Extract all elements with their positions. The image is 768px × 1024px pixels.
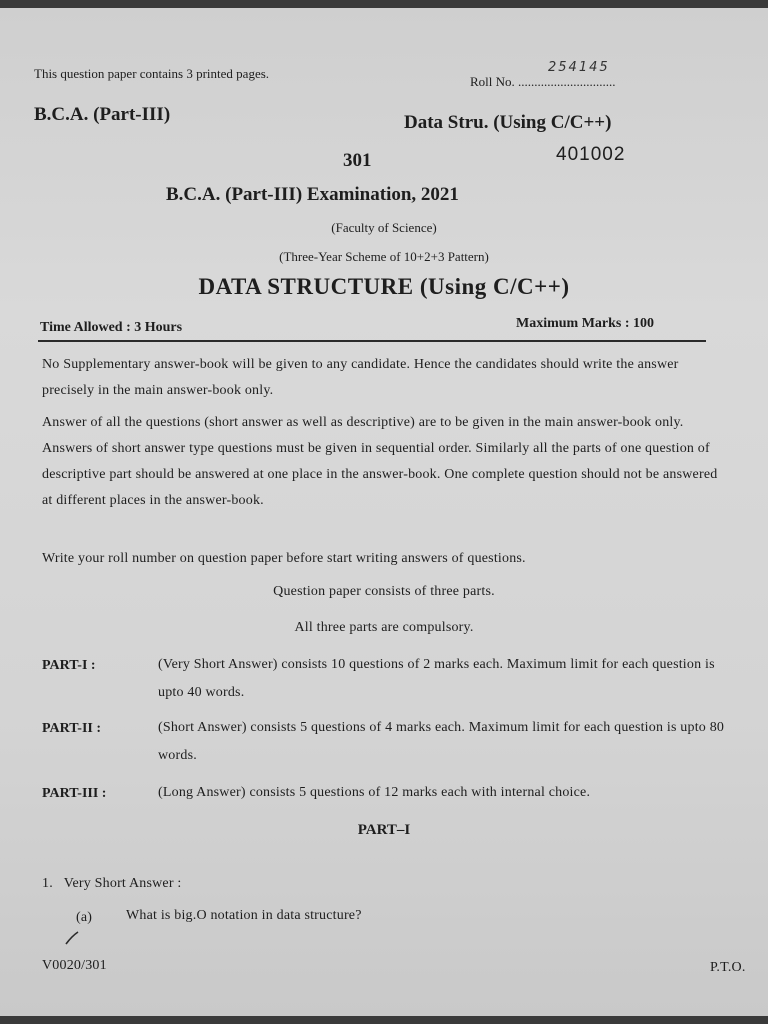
roll-handwritten: 254145 bbox=[548, 60, 610, 75]
course-left: B.C.A. (Part-III) bbox=[34, 104, 171, 125]
subject-right: Data Stru. (Using C/C++) bbox=[404, 112, 612, 133]
instruction-3: Write your roll number on question paper before start writing answers of questions. bbox=[42, 551, 526, 566]
part-3-text: (Long Answer) consists 5 questions of 12 marks each with internal choice. bbox=[158, 785, 591, 800]
instruction-2: Answer of all the questions (short answer as well as descriptive) are to be given in the main answer-book only. Answers of short answer type questions must be given in sequential order. Similarly all the parts of one question of descriptive part should be answered at one place in the answer-book. One complete question should not be answered at different places in the answer-book. bbox=[42, 415, 718, 508]
part-3-label: PART-III : bbox=[42, 786, 107, 801]
time-allowed: Time Allowed : 3 Hours bbox=[40, 320, 183, 335]
header-rule bbox=[38, 340, 706, 342]
part-2-label: PART-II : bbox=[42, 721, 102, 736]
part-1-label: PART-I : bbox=[42, 658, 96, 673]
main-title: DATA STRUCTURE (Using C/C++) bbox=[198, 274, 570, 299]
part-2-text: (Short Answer) consists 5 questions of 4 marks each. Maximum limit for each question is upto 80 words. bbox=[158, 720, 725, 763]
footer-pto: P.T.O. bbox=[710, 960, 746, 975]
question-1: 1. Very Short Answer : bbox=[42, 876, 182, 891]
question-1a-text: What is big.O notation in data structure? bbox=[126, 908, 362, 923]
instruction-1: No Supplementary answer-book will be given to any candidate. Hence the candidates should write the answer precisely in the main answer-book only. bbox=[42, 357, 679, 398]
part-1-text: (Very Short Answer) consists 10 questions of 2 marks each. Maximum limit for each question is upto 40 words. bbox=[158, 657, 715, 700]
paper-code: 401002 bbox=[556, 144, 626, 165]
tick-mark-icon bbox=[62, 914, 102, 948]
footer-code: V0020/301 bbox=[42, 958, 107, 973]
max-marks: Maximum Marks : 100 bbox=[516, 316, 655, 331]
pages-note: This question paper contains 3 printed pages. bbox=[34, 66, 270, 81]
section-heading: PART–I bbox=[357, 822, 411, 838]
parts-count: Question paper consists of three parts. bbox=[273, 584, 495, 599]
roll-number-field bbox=[470, 74, 616, 90]
question-1a-label: (a) bbox=[76, 910, 93, 925]
compulsory-note: All three parts are compulsory. bbox=[294, 620, 474, 635]
question-paper bbox=[0, 8, 768, 1016]
roll-label: Roll No. bbox=[470, 74, 515, 89]
roll-dots: .............................. bbox=[518, 74, 616, 89]
faculty: (Faculty of Science) bbox=[331, 220, 437, 235]
paper-number: 301 bbox=[343, 150, 372, 171]
exam-title: B.C.A. (Part-III) Examination, 2021 bbox=[166, 184, 459, 205]
scheme: (Three-Year Scheme of 10+2+3 Pattern) bbox=[279, 249, 489, 264]
